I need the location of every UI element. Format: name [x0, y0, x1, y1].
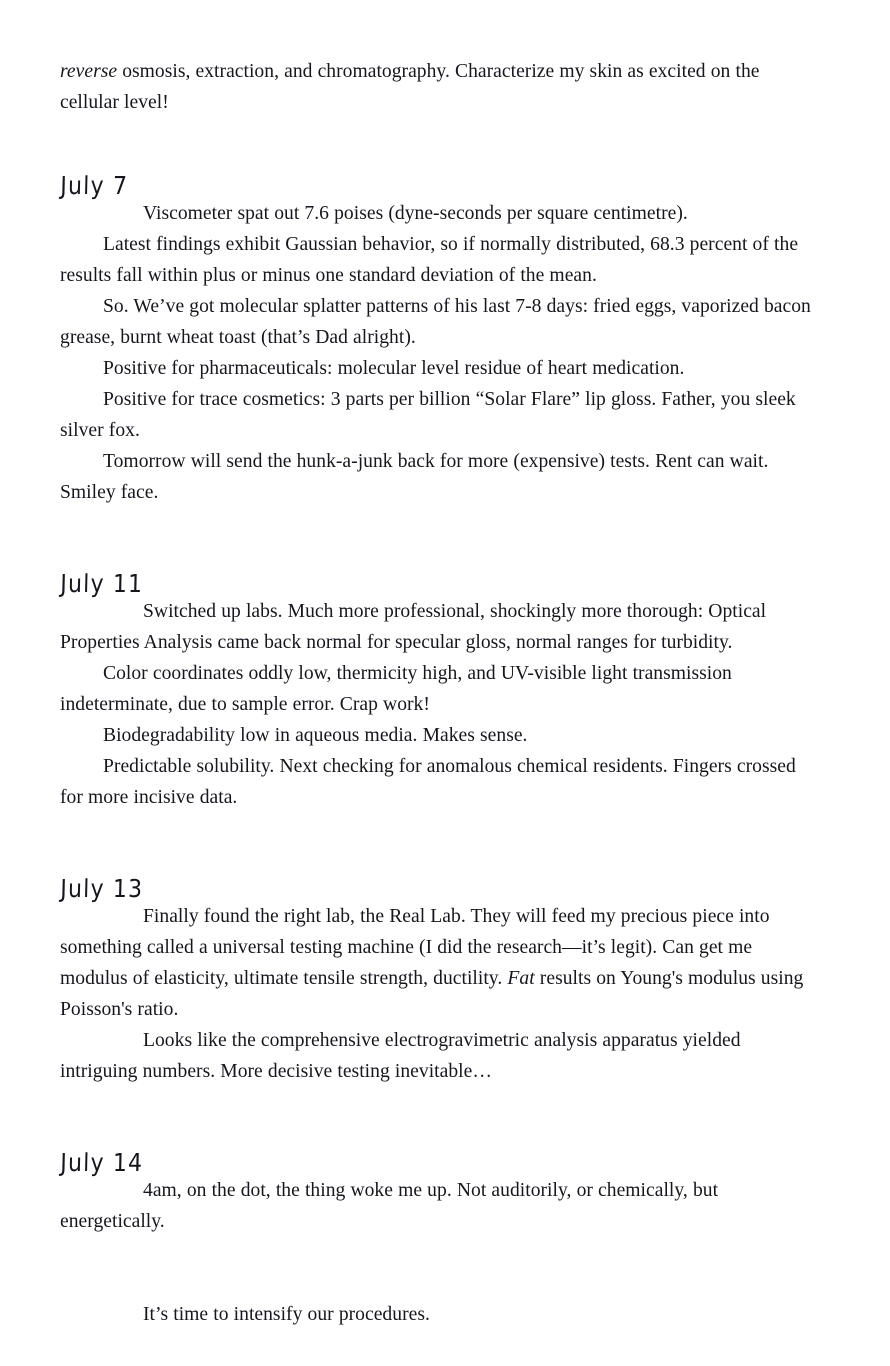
- section-gap: [60, 118, 820, 176]
- paragraph: Positive for pharmaceuticals: molecular level residue of heart medication.: [103, 358, 685, 379]
- paragraph: [60, 901, 820, 1025]
- paragraph-segment-after: results on Young's modulus using Poisson's ratio.: [60, 968, 804, 1020]
- journal-entry-july-13: [60, 875, 820, 1087]
- journal-entry-july-14: [60, 1149, 820, 1330]
- paragraph: It’s time to intensify our procedures.: [143, 1304, 430, 1325]
- paragraph-gap: [60, 1237, 820, 1299]
- section-gap: [60, 1087, 820, 1153]
- section-gap: [60, 508, 820, 574]
- date-heading-july-11: July 11: [60, 570, 144, 599]
- opening-italic-lead: reverse: [60, 61, 118, 82]
- paragraph-segment-before: Finally found the right lab, the Real Lab. They will feed my precious piece into something called a universal testing machine (I did the research—it’s legit). Can get me modulus of elasticity, ultimate tensile strength, ductility.: [60, 906, 770, 989]
- paragraph: Latest findings exhibit Gaussian behavior, so if normally distributed, 68.3 percent of the results fall within plus or minus one standard deviation of the mean.: [60, 234, 799, 286]
- paragraph: Looks like the comprehensive electrogravimetric analysis apparatus yielded intriguing numbers. More decisive testing inevitable…: [60, 1030, 741, 1082]
- paragraph-segment-italic: Fat: [507, 968, 535, 989]
- paragraph: Switched up labs. Much more professional, shockingly more thorough: Optical Properties Analysis came back normal for specular gloss, normal ranges for turbidity.: [60, 601, 767, 653]
- paragraph: So. We’ve got molecular splatter patterns of his last 7-8 days: fried eggs, vaporized bacon grease, burnt wheat toast (that’s Dad alright).: [60, 296, 811, 348]
- journal-entry-july-7: [60, 172, 820, 508]
- journal-entry-july-11: [60, 570, 820, 813]
- paragraph: Tomorrow will send the hunk-a-junk back for more (expensive) tests. Rent can wait. Smiley face.: [60, 451, 769, 503]
- date-heading-july-13: July 13: [60, 875, 144, 904]
- paragraph: 4am, on the dot, the thing woke me up. Not auditorily, or chemically, but energetically.: [60, 1180, 719, 1232]
- paragraph: Biodegradability low in aqueous media. Makes sense.: [103, 725, 528, 746]
- opening-paragraph-rest: osmosis, extraction, and chromatography. Characterize my skin as excited on the cellular level!: [60, 61, 760, 113]
- date-heading-july-14: July 14: [60, 1149, 144, 1178]
- date-heading-july-7: July 7: [60, 172, 129, 201]
- paragraph: Predictable solubility. Next checking for anomalous chemical residents. Fingers crossed for more incisive data.: [60, 756, 796, 808]
- text-column: [60, 56, 820, 1330]
- section-gap: [60, 813, 820, 879]
- paragraph: Positive for trace cosmetics: 3 parts per billion “Solar Flare” lip gloss. Father, you sleek silver fox.: [60, 389, 796, 441]
- paragraph: Color coordinates oddly low, thermicity high, and UV-visible light transmission indeterminate, due to sample error. Crap work!: [60, 663, 732, 715]
- paragraph: Viscometer spat out 7.6 poises (dyne-seconds per square centimetre).: [143, 203, 688, 224]
- opening-paragraph: [60, 56, 820, 118]
